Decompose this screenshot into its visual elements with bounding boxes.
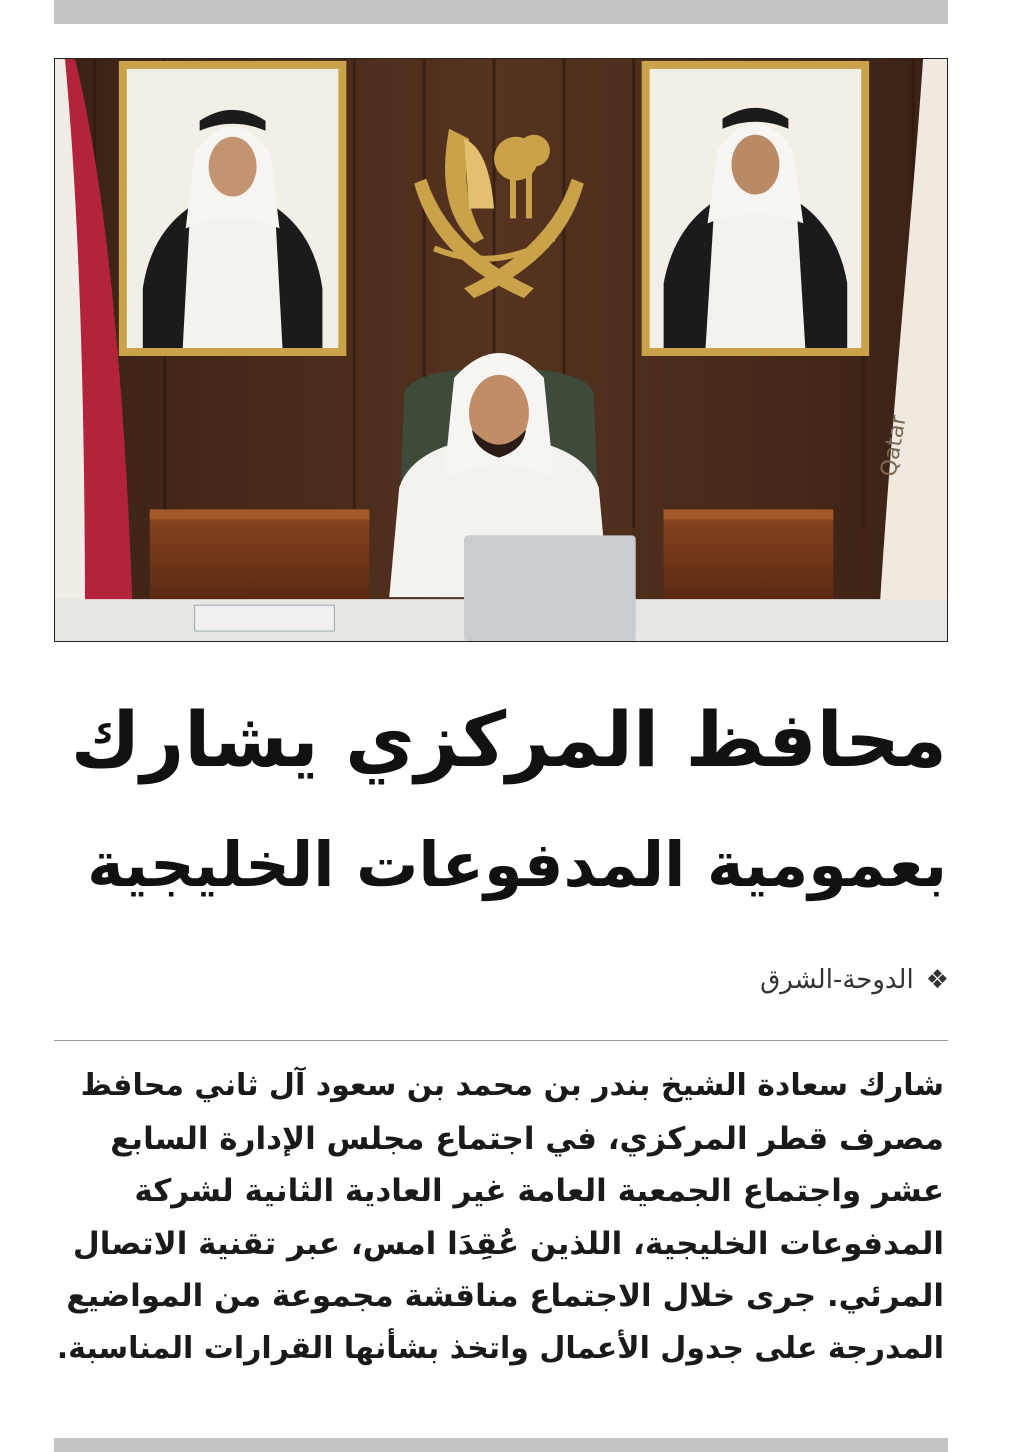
portrait-right [642, 61, 869, 356]
body-line: المدرجة على جدول الأعمال واتخذ بشأنها القرارات المناسبة. [56, 1330, 944, 1366]
article-body [56, 1060, 944, 1375]
byline-marker-icon: ❖ [925, 965, 949, 995]
svg-text:Qatar: Qatar [876, 413, 912, 479]
laptop [464, 535, 636, 641]
article-photo [54, 58, 948, 642]
top-rule-bar [54, 0, 948, 24]
body-line: عشر واجتماع الجمعية العامة غير العادية الثانية لشركة [134, 1173, 944, 1209]
headline-line-2: بعمومية المدفوعات الخليجية [87, 828, 947, 901]
body-line: المدفوعات الخليجية، اللذين عُقِدَا امس، عبر تقنية الاتصال [72, 1225, 944, 1262]
portrait-left [119, 61, 346, 356]
body-line: شارك سعادة الشيخ بندر بن محمد بن سعود آل ثاني محافظ [80, 1068, 944, 1103]
byline-text: الدوحة-الشرق [760, 965, 914, 995]
section-divider [54, 1040, 948, 1041]
body-line: مصرف قطر المركزي، في اجتماع مجلس الإدارة السابع [110, 1120, 944, 1157]
body-line: المرئي. جرى خلال الاجتماع مناقشة مجموعة من المواضيع [66, 1278, 944, 1314]
meeting-photo-illustration [55, 59, 947, 641]
headline-line-1: محافظ المركزي يشارك [70, 695, 947, 784]
documents [195, 605, 335, 631]
bottom-rule-bar [54, 1438, 948, 1452]
byline [760, 965, 949, 995]
